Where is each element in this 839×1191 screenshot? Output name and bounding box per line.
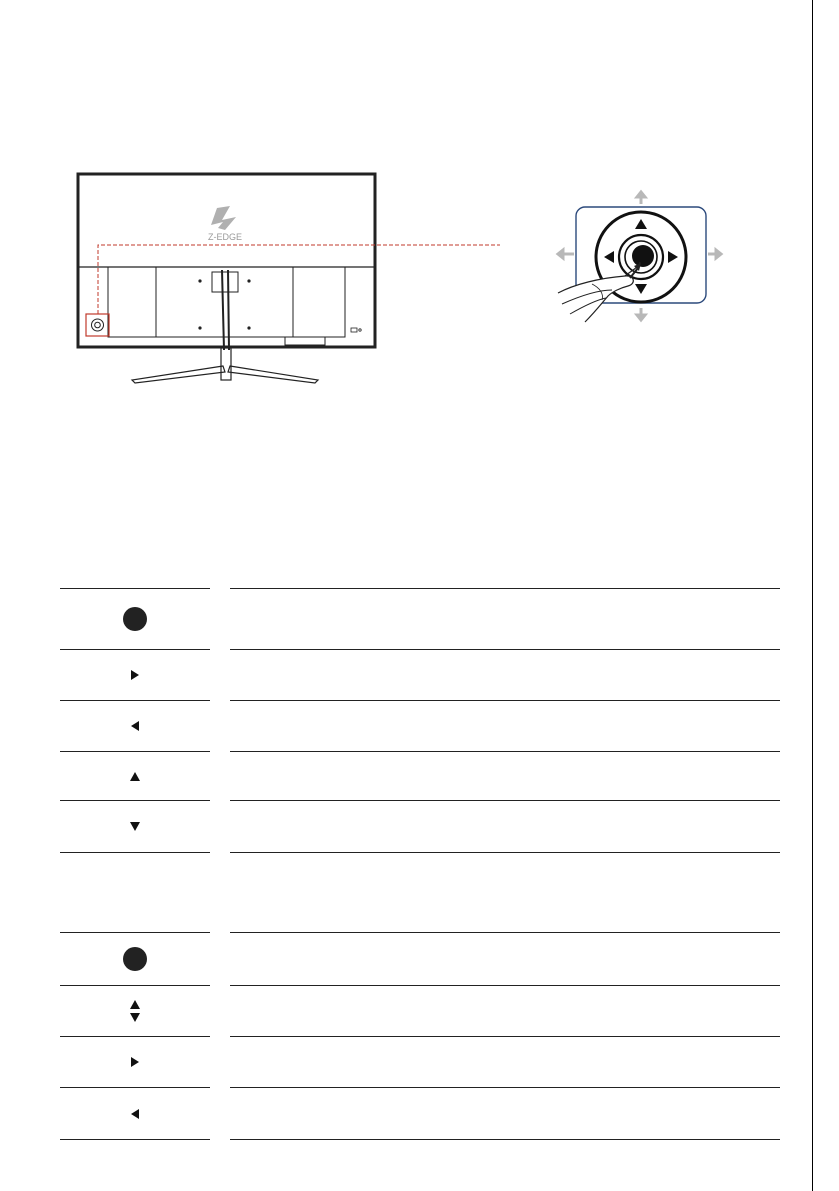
table-row [60, 588, 780, 649]
circle-press-icon [123, 947, 147, 971]
table-row [60, 751, 780, 800]
table-row [60, 1087, 780, 1139]
triangle-right-icon [131, 1057, 139, 1067]
triangle-left-icon [131, 721, 139, 731]
monitor-rear-illustration [60, 160, 520, 390]
joystick-illustration [540, 180, 740, 330]
key-description [230, 700, 780, 751]
key-description [230, 1087, 780, 1139]
triangle-up-down-icon [130, 1000, 140, 1022]
brand-logo-text: Z-EDGE [207, 232, 243, 242]
table-bottom-rule [60, 1139, 210, 1140]
table-row [60, 932, 780, 985]
triangle-left-icon [131, 1109, 139, 1119]
key-description [230, 751, 780, 800]
key-description [230, 588, 780, 649]
triangle-up-icon [130, 772, 140, 781]
table-row [60, 800, 780, 852]
table-bottom-rule [60, 852, 210, 853]
triangle-right-icon [131, 670, 139, 680]
table-bottom-rule [230, 1139, 780, 1140]
circle-press-icon [123, 607, 147, 631]
table-row [60, 985, 780, 1036]
key-description [230, 649, 780, 700]
table-bottom-rule [230, 852, 780, 853]
key-description [230, 932, 780, 985]
key-function-table-2 [60, 932, 780, 1140]
key-description [230, 1036, 780, 1087]
table-row [60, 700, 780, 751]
table-row [60, 649, 780, 700]
key-description [230, 985, 780, 1036]
key-description [230, 800, 780, 852]
key-function-table-1 [60, 588, 780, 853]
table-row [60, 1036, 780, 1087]
triangle-down-icon [130, 822, 140, 831]
